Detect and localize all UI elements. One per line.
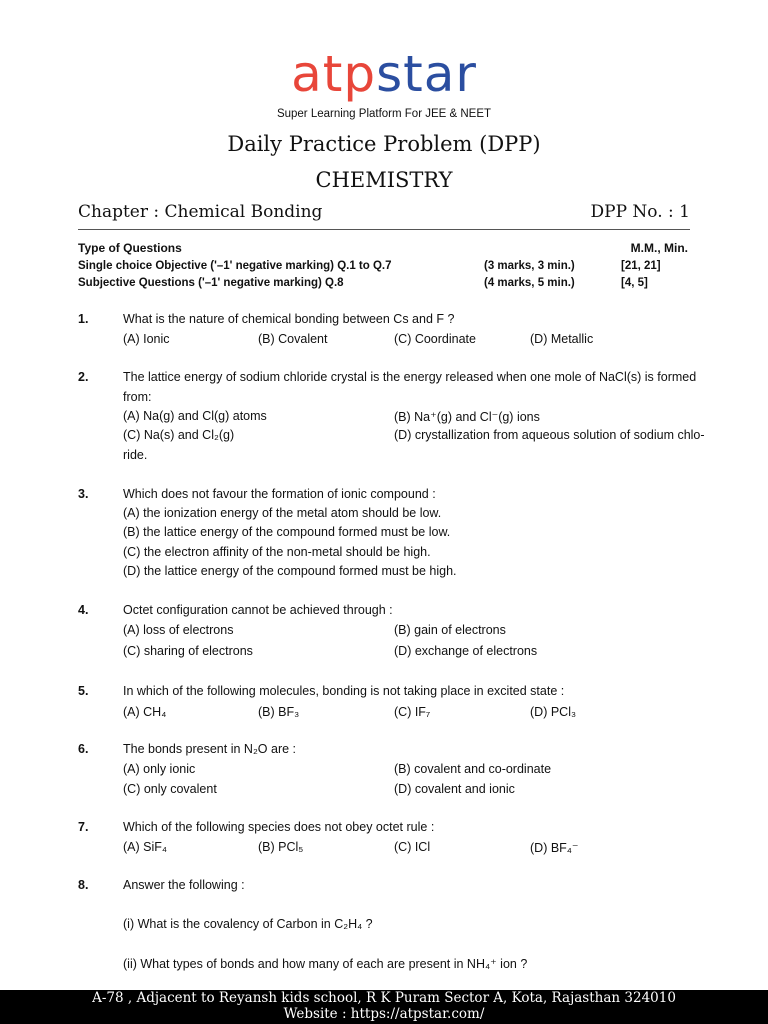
option-d: (D) the lattice energy of the compound formed must be high.: [123, 564, 457, 578]
option-a: (A) Ionic: [123, 332, 170, 346]
option-c: (C) sharing of electrons: [123, 644, 253, 658]
question-text: What is the nature of chemical bonding between Cs and F ?: [123, 312, 455, 326]
dpp-number: DPP No. : 1: [590, 202, 690, 222]
option-d: (D) crystallization from aqueous solution of sodium chlo-: [394, 428, 705, 442]
question-text-continued: from:: [123, 390, 152, 404]
sub-question: (ii) What types of bonds and how many of each are present in NH₄⁺ ion ?: [123, 957, 528, 971]
option-b: (B) BF₃: [258, 705, 300, 719]
marking-row-mm: [4, 5]: [621, 277, 648, 289]
option-b: (B) the lattice energy of the compound formed must be low.: [123, 525, 451, 539]
question-text: Which does not favour the formation of ionic compound :: [123, 487, 436, 501]
option-a: (A) only ionic: [123, 762, 196, 776]
option-c: (C) the electron affinity of the non-metal should be high.: [123, 545, 431, 559]
logo-part-atp: atp: [291, 45, 377, 103]
question-text: Octet configuration cannot be achieved through :: [123, 603, 393, 617]
marking-row-marks: (4 marks, 5 min.): [484, 277, 575, 289]
logo: [0, 46, 768, 102]
option-b: (B) covalent and co-ordinate: [394, 762, 552, 776]
footer-address: A-78 , Adjacent to Reyansh kids school, R K Puram Sector A, Kota, Rajasthan 324010: [92, 990, 676, 1006]
option-d: (D) covalent and ionic: [394, 782, 515, 796]
question-number: 7.: [78, 820, 89, 834]
question-number: 2.: [78, 370, 89, 384]
question-number: 8.: [78, 878, 89, 892]
option-d: (D) Metallic: [530, 332, 594, 346]
question-text: In which of the following molecules, bonding is not taking place in excited state :: [123, 684, 565, 698]
question-number: 6.: [78, 742, 89, 756]
option-a: (A) loss of electrons: [123, 623, 234, 637]
subject-title: CHEMISTRY: [315, 168, 453, 192]
option-a: (A) the ionization energy of the metal atom should be low.: [123, 506, 442, 520]
type-of-questions-label: Type of Questions: [78, 241, 182, 255]
question-number: 5.: [78, 684, 89, 698]
question-text: The bonds present in N₂O are :: [123, 742, 296, 756]
question-text: The lattice energy of sodium chloride crystal is the energy released when one mole of NaCl(s) is formed: [123, 370, 697, 384]
max-marks-label: M.M., Min.: [630, 241, 688, 255]
sub-question: (i) What is the covalency of Carbon in C₂H₄ ?: [123, 917, 373, 931]
question-number: 4.: [78, 603, 89, 617]
option-a: (A) Na(g) and Cl(g) atoms: [123, 409, 267, 423]
question-number: 3.: [78, 487, 89, 501]
chapter-label: Chapter : Chemical Bonding: [78, 202, 323, 222]
question-number: 1.: [78, 312, 89, 326]
option-c: (C) Coordinate: [394, 332, 476, 346]
option-c: (C) Na(s) and Cl₂(g): [123, 428, 235, 442]
option-c: (C) ICl: [394, 840, 431, 854]
option-a: (A) CH₄: [123, 705, 167, 719]
page-title: Daily Practice Problem (DPP): [227, 132, 541, 156]
logo-part-star: star: [376, 45, 477, 103]
marking-row-marks: (3 marks, 3 min.): [484, 260, 575, 272]
logo-tagline: Super Learning Platform For JEE & NEET: [276, 108, 492, 120]
option-c: (C) IF₇: [394, 705, 431, 719]
marking-row-mm: [21, 21]: [621, 260, 661, 272]
question-text: Which of the following species does not obey octet rule :: [123, 820, 435, 834]
option-b: (B) Na⁺(g) and Cl⁻(g) ions: [394, 410, 540, 424]
option-d-continued: ride.: [123, 448, 148, 462]
option-b: (B) Covalent: [258, 332, 328, 346]
question-text: Answer the following :: [123, 878, 245, 892]
footer: [0, 990, 768, 1024]
option-a: (A) SiF₄: [123, 840, 167, 854]
option-d: (D) PCl₃: [530, 705, 577, 719]
footer-website: Website : https://atpstar.com/: [283, 1006, 485, 1022]
header-divider: [78, 229, 690, 230]
option-b: (B) gain of electrons: [394, 623, 506, 637]
marking-row-desc: Subjective Questions ('–1' negative marking) Q.8: [78, 277, 344, 289]
marking-row-desc: Single choice Objective ('–1' negative marking) Q.1 to Q.7: [78, 260, 392, 272]
option-c: (C) only covalent: [123, 782, 217, 796]
option-b: (B) PCl₅: [258, 840, 304, 854]
option-d: (D) exchange of electrons: [394, 644, 538, 658]
option-d: (D) BF₄⁻: [530, 841, 579, 855]
